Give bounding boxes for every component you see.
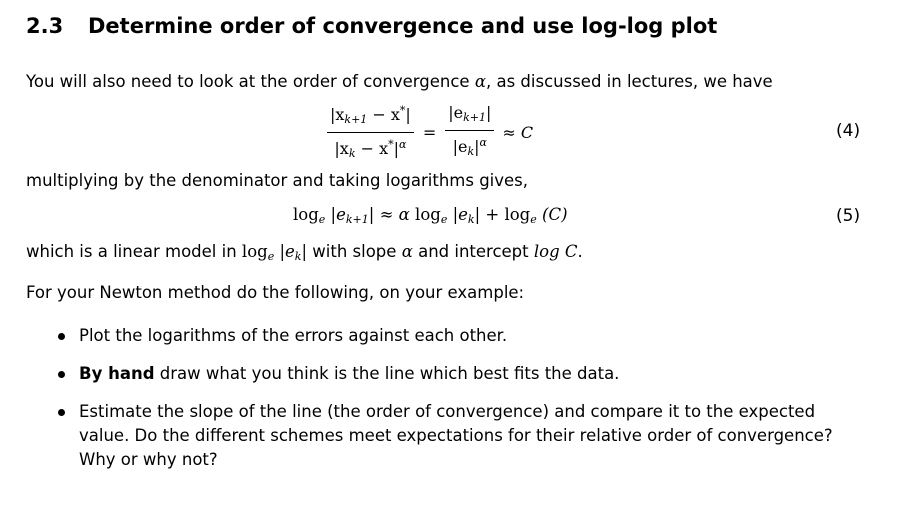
eq4-lhs-bar bbox=[327, 132, 414, 133]
bullet-icon bbox=[58, 333, 65, 340]
list-item: Plot the logarithms of the errors against each other. bbox=[0, 324, 863, 348]
eq4-lhs-numerator: $|x_{k+1} - x^*|$ bbox=[330, 103, 411, 126]
bullet-icon bbox=[58, 409, 65, 416]
alpha-symbol: α bbox=[474, 72, 486, 91]
eq4-rhs-denominator: $|e_k|^\alpha$ bbox=[452, 135, 487, 158]
newton-instructions-paragraph: For your Newton method do the following, on your example: bbox=[26, 283, 525, 302]
equation-4-number: (4) bbox=[836, 121, 861, 141]
equation-5: $\log_e |e_{k+1}| \approx \alpha$ $\log_e |e_k| + \log_e (C)$ bbox=[293, 205, 568, 226]
linear-model-paragraph: which is a linear model in $\log_e |e_k|$ with slope α and intercept log C. bbox=[26, 242, 583, 263]
eq4-equals: = bbox=[422, 122, 437, 142]
eq4-lhs-denominator: $|x_k - x^*|^\alpha$ bbox=[334, 137, 407, 160]
task-list bbox=[0, 324, 863, 486]
bullet-icon bbox=[58, 371, 65, 378]
eq4-rhs-bar bbox=[445, 130, 494, 131]
section-title: Determine order of convergence and use log-log plot bbox=[88, 14, 718, 38]
section-number: 2.3 bbox=[26, 14, 64, 38]
intro-paragraph bbox=[26, 72, 773, 91]
equation-5-number: (5) bbox=[836, 206, 861, 226]
multiplying-paragraph: multiplying by the denominator and taking logarithms gives, bbox=[26, 171, 529, 190]
list-item: By hand draw what you think is the line which best fits the data. bbox=[0, 362, 863, 386]
eq4-rhs-numerator: $|e_{k+1}|$ bbox=[448, 102, 492, 124]
eq4-rhs-fraction bbox=[445, 103, 494, 162]
section-heading bbox=[26, 14, 717, 38]
eq4-lhs-fraction bbox=[327, 101, 414, 164]
list-item: Estimate the slope of the line (the order of convergence) and compare it to the expected value. Do the different schemes meet expectations for their relative order of convergence? Why or why not? bbox=[0, 400, 863, 472]
intro-text-after: , as discussed in lectures, we have bbox=[485, 72, 773, 91]
intro-text: You will also need to look at the order of convergence bbox=[26, 72, 470, 91]
equation-4 bbox=[325, 104, 533, 160]
eq4-approx-c: ≈ C bbox=[502, 122, 534, 142]
